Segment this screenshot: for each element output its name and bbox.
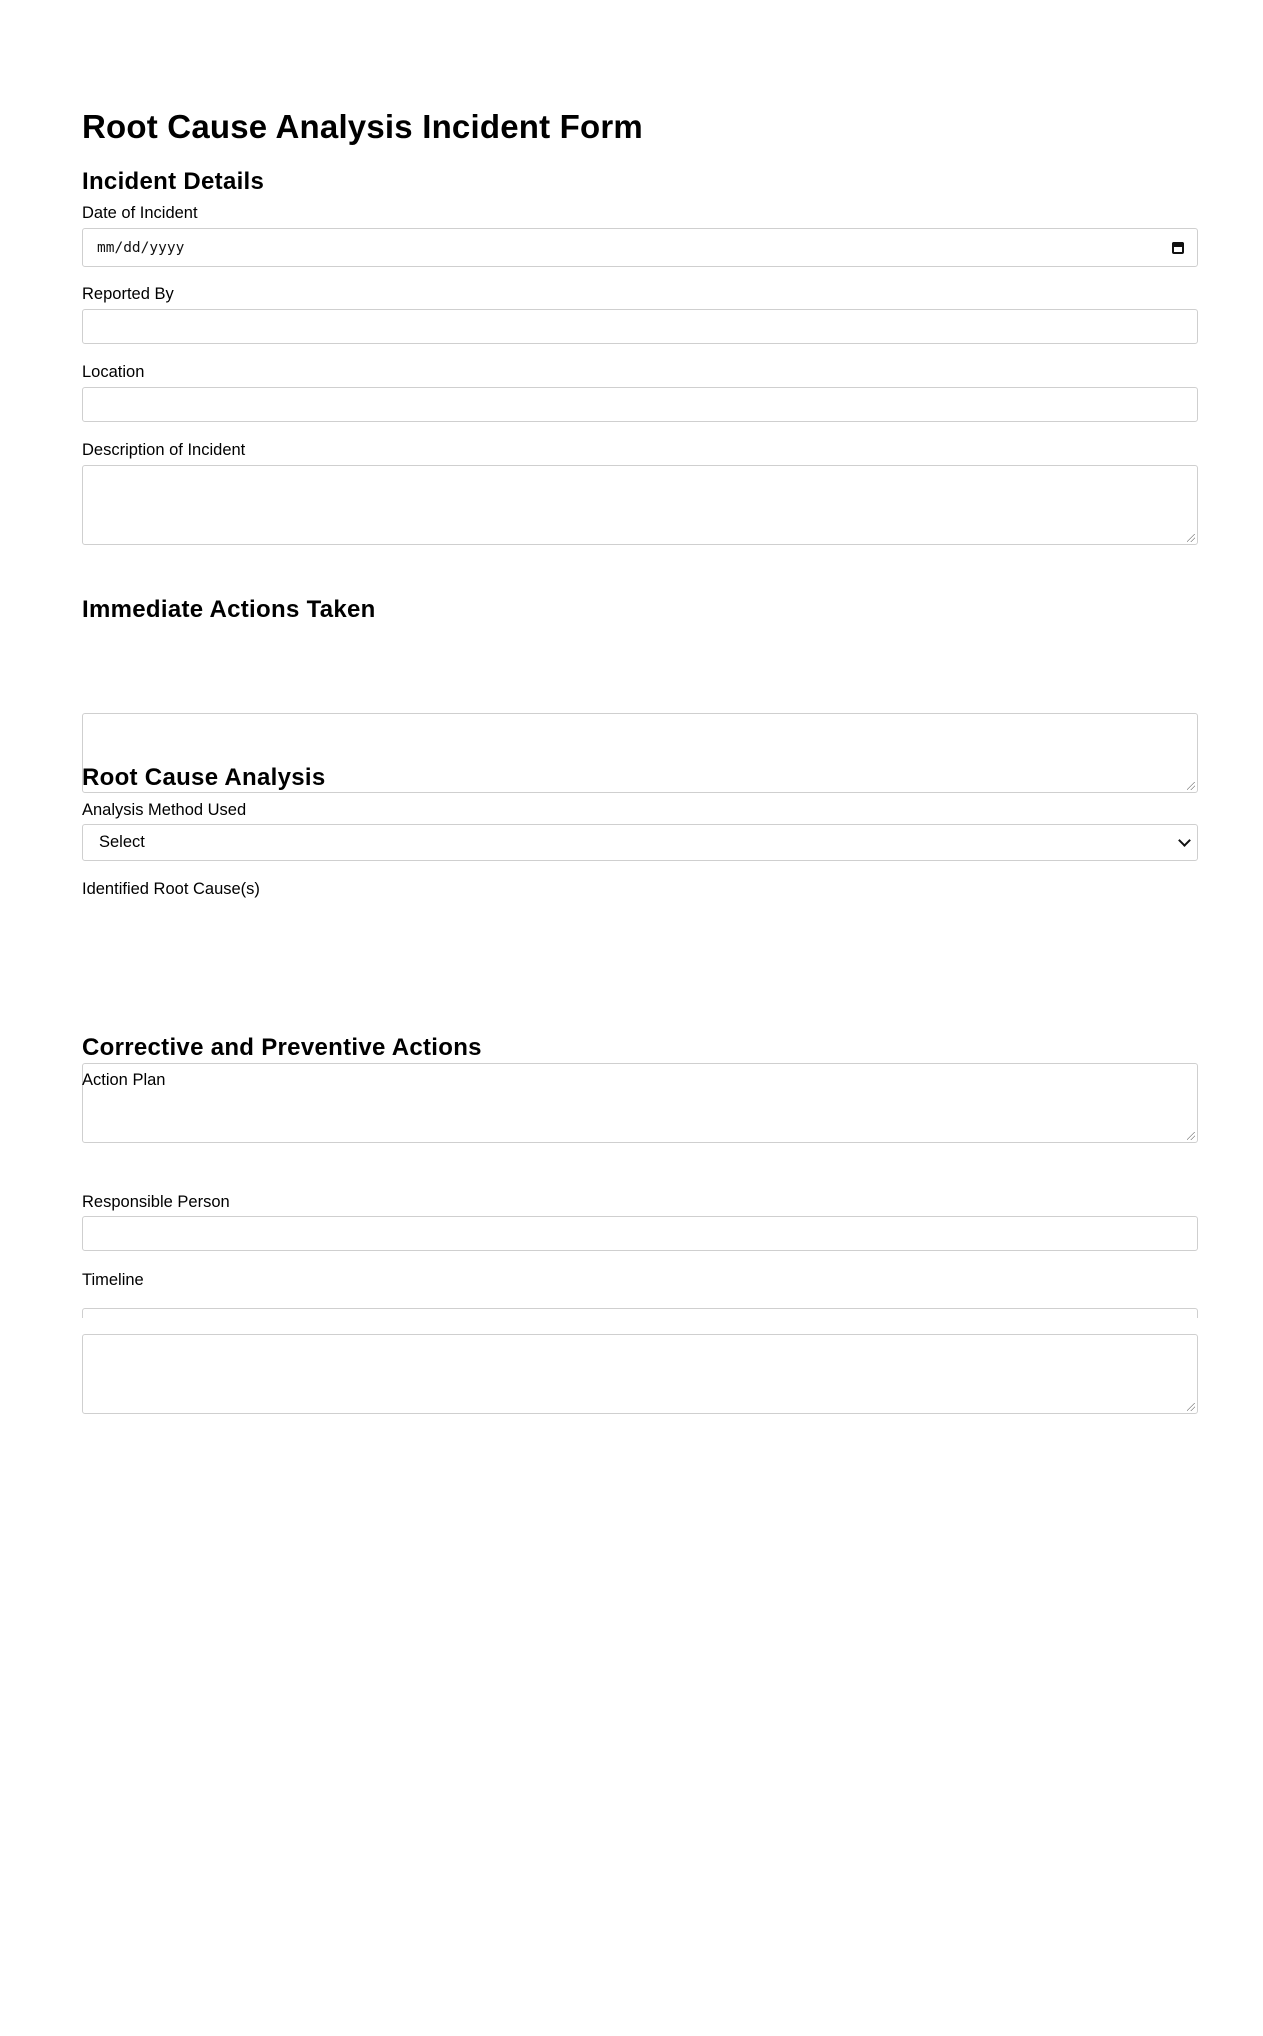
rca-form <box>82 0 1200 1289</box>
description-label: Description of Incident <box>82 441 246 459</box>
resize-grip-icon[interactable] <box>1187 1132 1195 1140</box>
description-textarea[interactable] <box>82 465 1198 545</box>
resize-grip-icon[interactable] <box>1187 782 1195 790</box>
clipped-viewport <box>82 1308 1198 1318</box>
analysis-method-selected: Select <box>99 833 145 851</box>
date-placeholder: mm/dd/yyyy <box>97 239 185 256</box>
date-of-incident-label: Date of Incident <box>82 204 198 222</box>
section-heading-corrective: Corrective and Preventive Actions <box>82 1034 482 1061</box>
date-of-incident-input[interactable] <box>82 228 1198 267</box>
action-plan-label: Action Plan <box>82 1071 166 1089</box>
location-input[interactable] <box>82 387 1198 422</box>
reported-by-label: Reported By <box>82 285 174 303</box>
action-plan-textarea[interactable] <box>82 1334 1198 1414</box>
page-title: Root Cause Analysis Incident Form <box>82 108 643 145</box>
identified-root-cause-textarea[interactable] <box>82 1063 1198 1143</box>
resize-grip-icon[interactable] <box>1187 1403 1195 1411</box>
responsible-person-label: Responsible Person <box>82 1193 230 1211</box>
analysis-method-select[interactable] <box>82 824 1198 861</box>
identified-root-cause-label: Identified Root Cause(s) <box>82 880 260 898</box>
responsible-person-input[interactable] <box>82 1216 1198 1251</box>
section-heading-incident-details: Incident Details <box>82 168 265 195</box>
timeline-label: Timeline <box>82 1271 144 1289</box>
analysis-method-label: Analysis Method Used <box>82 801 247 819</box>
section-heading-immediate-actions: Immediate Actions Taken <box>82 596 376 623</box>
chevron-down-icon <box>1178 834 1191 847</box>
resize-grip-icon[interactable] <box>1187 534 1195 542</box>
timeline-input[interactable] <box>82 1308 1198 1318</box>
section-heading-root-cause: Root Cause Analysis <box>82 764 326 791</box>
calendar-icon[interactable] <box>1172 242 1184 254</box>
location-label: Location <box>82 363 145 381</box>
reported-by-input[interactable] <box>82 309 1198 344</box>
